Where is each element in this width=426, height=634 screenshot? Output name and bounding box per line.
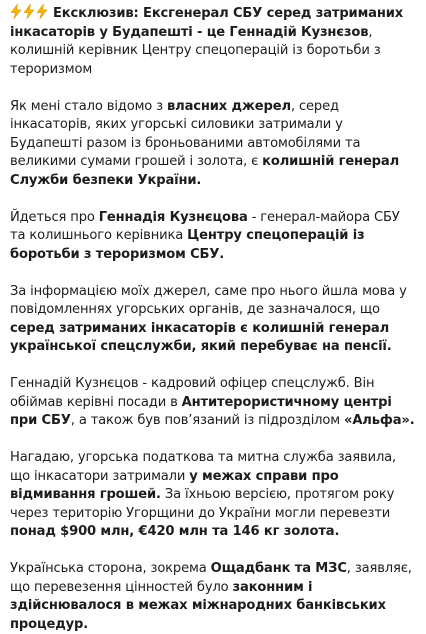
paragraph-text: Як мені стало відомо з <box>10 98 167 114</box>
emphasized-text: Антитерористичному центрі при СБУ <box>10 394 392 428</box>
paragraph-allegations <box>10 449 416 542</box>
emphasized-text: Геннадія Кузнєцова <box>98 209 248 225</box>
paragraph-text: За їхньою версією, протягом року через територію Угорщини до України могли перевезти <box>10 487 395 521</box>
post-header <box>10 4 416 79</box>
emphasized-text: «Альфа». <box>344 413 415 428</box>
emphasized-text: колишній генерал Служби безпеки України. <box>10 154 400 188</box>
emphasized-text: Центру спецоперацій із боротьби з тероризмом СБУ. <box>10 228 365 262</box>
emphasized-text: власних джерел <box>167 98 291 114</box>
paragraph-text: , а також був пов’язаний із підрозділом <box>70 413 345 428</box>
paragraph-text: , серед інкасаторів, яких угорські силовики затримали у Будапешті разом із броньованими автомобілями та великими сумами грошей і золота, є <box>10 98 361 169</box>
paragraph-text: Нагадаю, угорська податкова та митна служба заявила, що інкасатори затримали <box>10 450 397 484</box>
paragraph-career <box>10 375 416 431</box>
emphasized-text: законним і здійснювалося в межах міжнародних банківських процедур. <box>10 579 386 632</box>
paragraph-text: За інформацією моїх джерел, саме про нього йшла мова у повідомленнях угорських органів, де зазначалося, що <box>10 283 407 317</box>
emphasized-text: Ощадбанк та МЗС <box>210 561 347 576</box>
lightning-icon <box>23 4 35 19</box>
paragraph-text: Українська сторона, зокрема <box>10 561 211 576</box>
paragraph-sources <box>10 98 416 191</box>
emphasized-text: серед затриманих інкасаторів є колишній генерал української спецслужби, який перебуває на пенсії. <box>10 320 392 354</box>
paragraph-identity <box>10 209 416 265</box>
lightning-icon <box>10 4 22 19</box>
paragraph-text: Геннадій Кузнєцов - кадровий офіцер спецслужб. Він обіймав керівні посади в <box>10 376 375 410</box>
paragraph-ukrainian-response <box>10 560 416 634</box>
paragraph-text: - генерал-майора СБУ та колишнього керівника <box>10 209 400 243</box>
emphasized-text: у межах справи про відмивання грошей. <box>10 468 339 502</box>
paragraph-text: Йдеться про <box>10 209 99 225</box>
post-headline-tail: , колишній керівник Центру спецоперацій із боротьби з тероризмом <box>10 24 381 77</box>
post-headline: Ексклюзив: Ексгенерал СБУ серед затриманих інкасаторів у Будапешті - це Геннадій Кузнєзов <box>10 6 404 40</box>
lightning-icon <box>36 4 48 19</box>
emphasized-text: понад $900 млн, €420 млн та 146 кг золота. <box>10 524 340 539</box>
paragraph-hungarian-report <box>10 283 416 357</box>
paragraph-text: , заявляє, що перевезення цінностей було <box>10 561 412 595</box>
